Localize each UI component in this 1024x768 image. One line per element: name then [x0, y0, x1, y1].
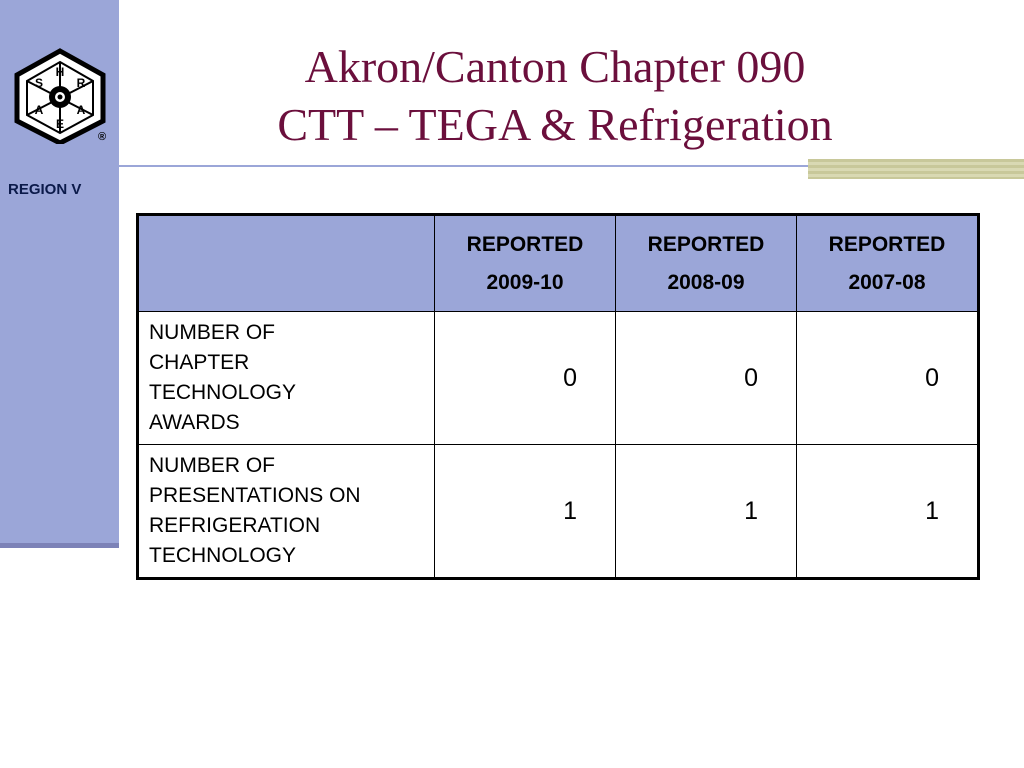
row-label-line: CHAPTER	[149, 351, 250, 374]
table-cell-value: 1	[797, 445, 979, 579]
table-header-row	[138, 215, 979, 312]
logo-letter: E	[55, 117, 65, 131]
accent-bar	[808, 159, 1024, 179]
row-label-line: REFRIGERATION	[149, 514, 321, 537]
logo-letter: H	[55, 65, 65, 79]
row-label-line: TECHNOLOGY	[149, 544, 297, 567]
logo-letter: S	[34, 76, 44, 90]
logo-letter: A	[76, 103, 86, 117]
header-cell	[435, 215, 616, 312]
sidebar-shadow	[0, 543, 119, 548]
ashrae-logo-icon	[6, 48, 114, 144]
header-line: 2009-10	[486, 270, 564, 294]
report-table	[136, 213, 980, 580]
table-cell-value: 1	[616, 445, 797, 579]
table-cell-value: 0	[797, 312, 979, 445]
table-row	[138, 445, 979, 579]
row-label-line: TECHNOLOGY	[149, 381, 297, 404]
page-title	[150, 38, 960, 154]
row-label	[138, 445, 435, 579]
header-line: REPORTED	[647, 232, 765, 256]
row-label-line: PRESENTATIONS ON	[149, 484, 361, 507]
registered-mark: ®	[97, 131, 107, 143]
row-label-line: AWARDS	[149, 411, 240, 434]
region-label: REGION V	[8, 181, 82, 198]
table-cell-value: 0	[435, 312, 616, 445]
header-line: REPORTED	[466, 232, 584, 256]
table-row	[138, 312, 979, 445]
header-line: 2008-09	[667, 270, 745, 294]
header-line: REPORTED	[828, 232, 946, 256]
row-label-line: NUMBER OF	[149, 454, 275, 477]
logo-letter: R	[76, 76, 86, 90]
logo-letter: A	[34, 103, 44, 117]
header-line: 2007-08	[848, 270, 926, 294]
title-line-1: Akron/Canton Chapter 090	[304, 41, 806, 92]
table-cell-value: 0	[616, 312, 797, 445]
header-cell	[616, 215, 797, 312]
title-line-2: CTT – TEGA & Refrigeration	[277, 99, 833, 150]
header-cell-blank	[138, 215, 435, 312]
table-cell-value: 1	[435, 445, 616, 579]
row-label	[138, 312, 435, 445]
header-cell	[797, 215, 979, 312]
row-label-line: NUMBER OF	[149, 321, 275, 344]
